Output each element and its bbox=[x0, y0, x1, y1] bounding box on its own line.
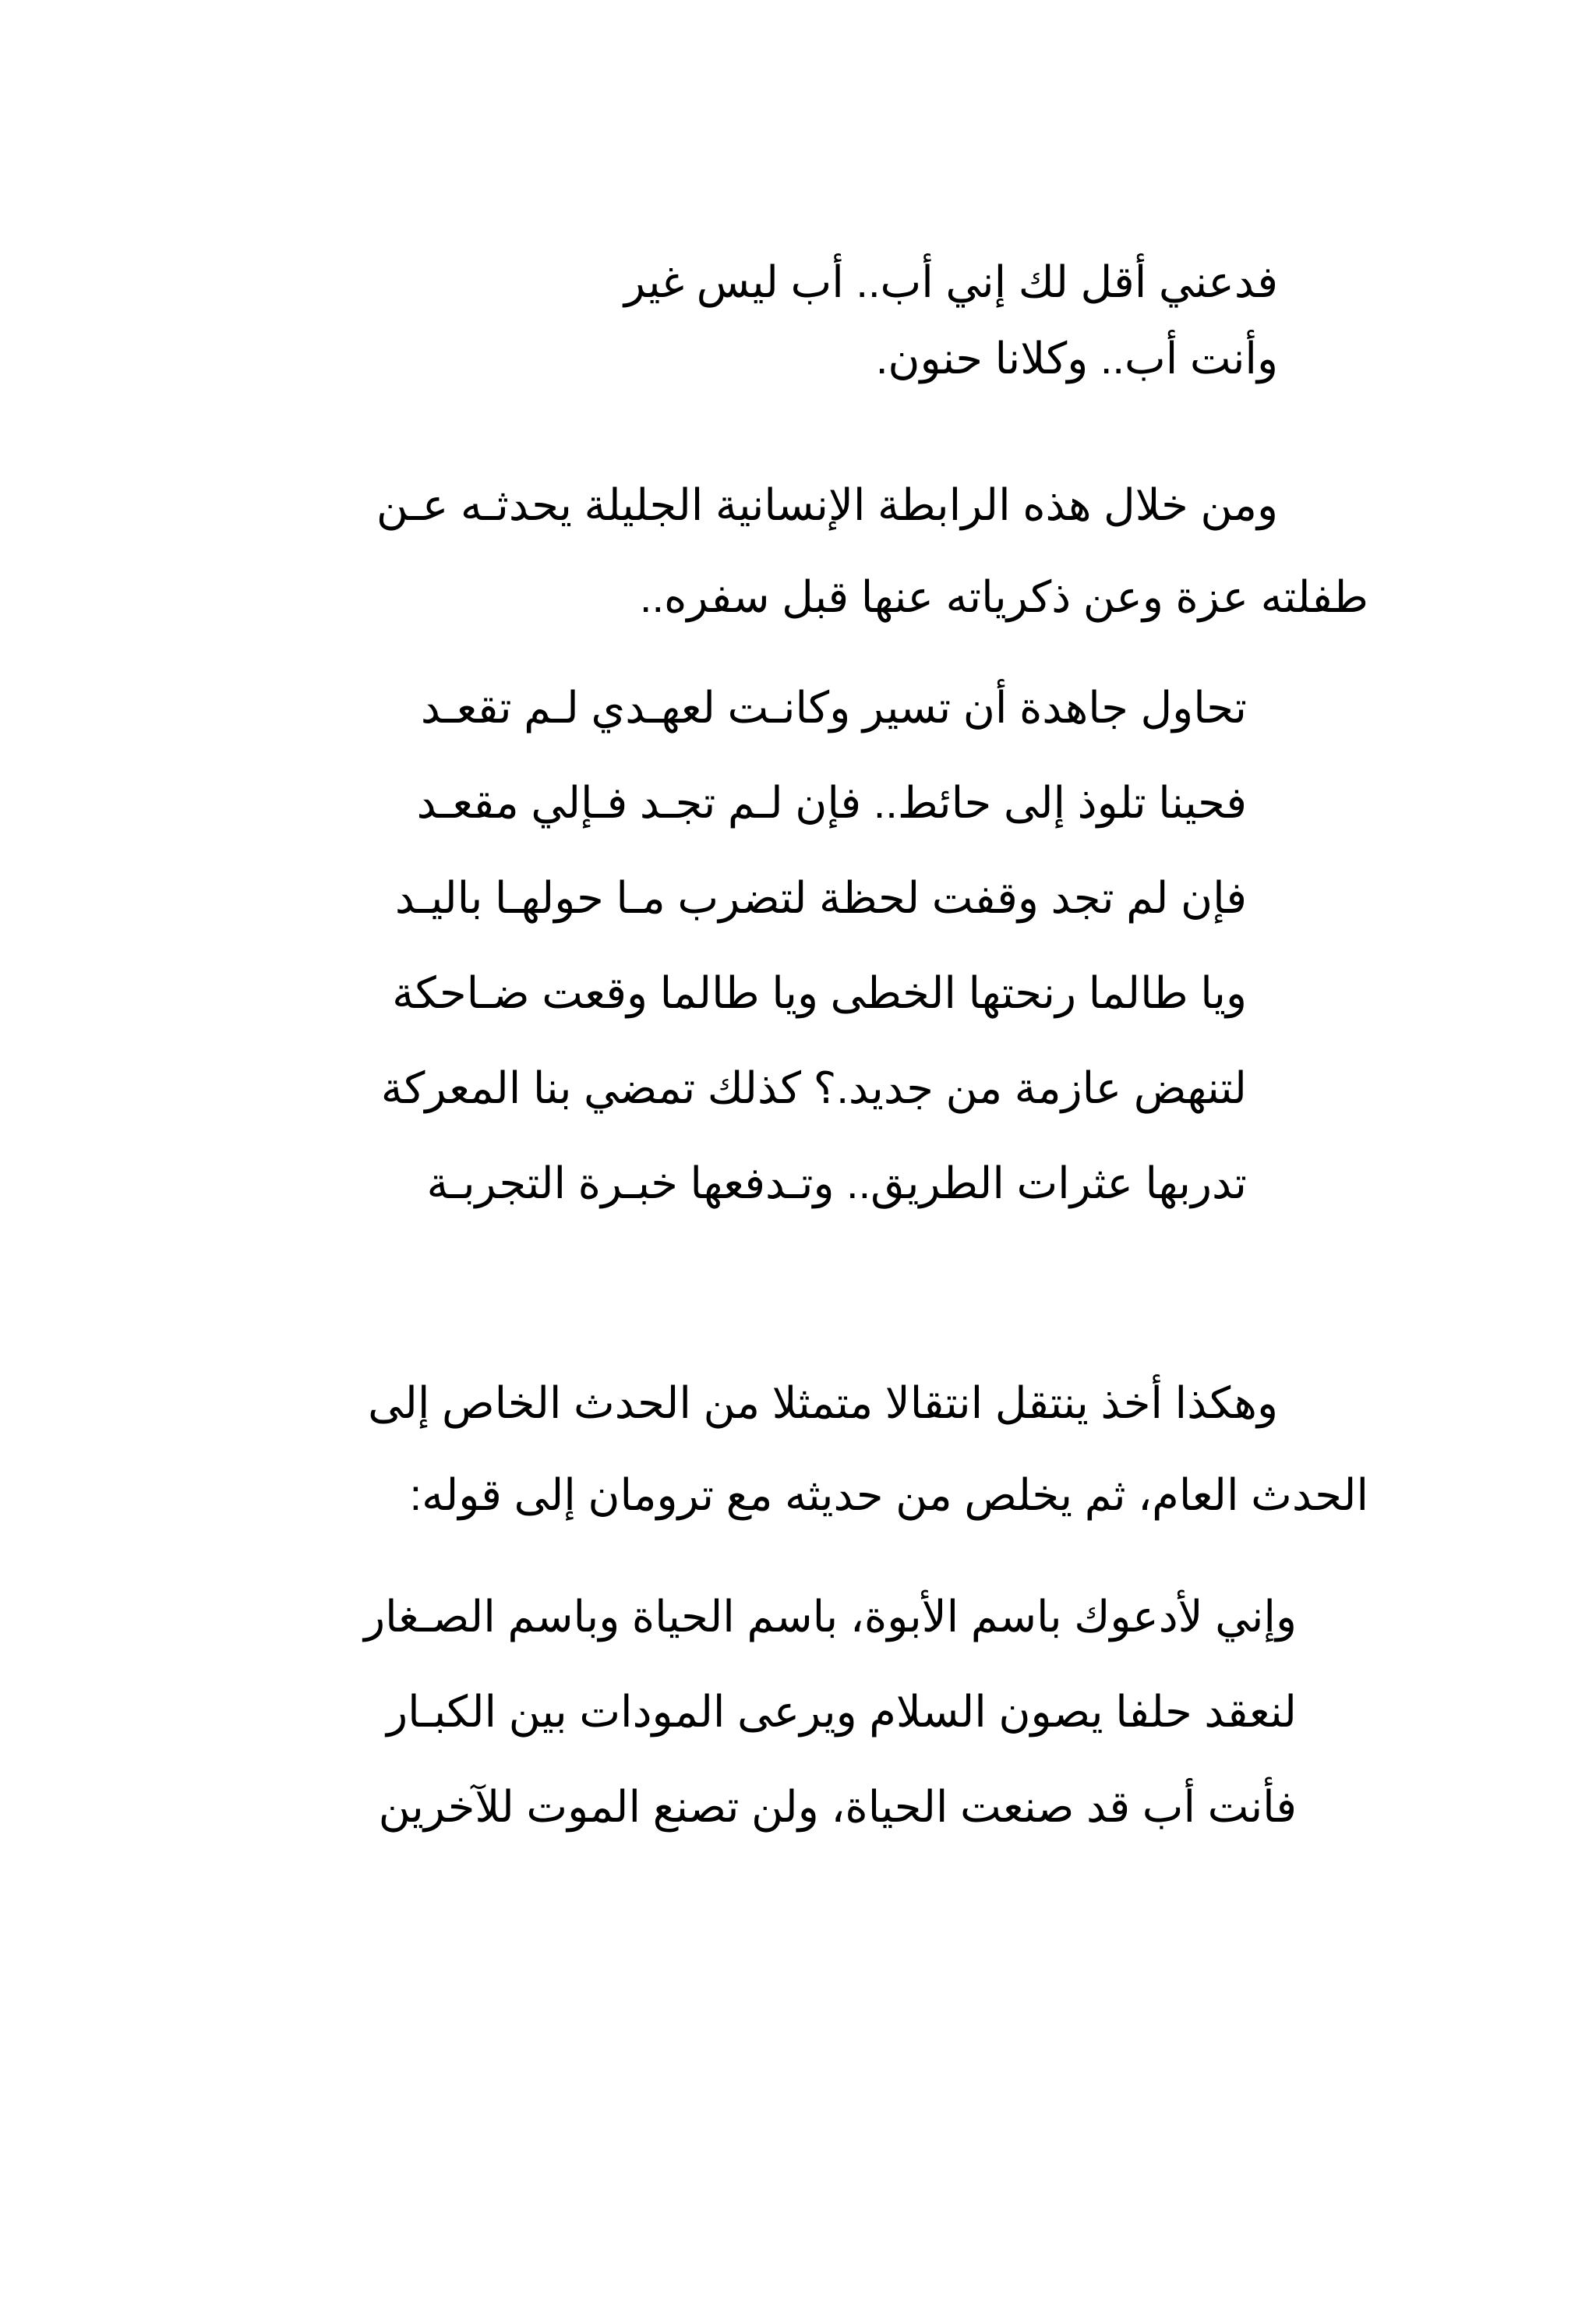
prose-line-2: طفلته عزة وعن ذكرياته عنها قبل سفره.. bbox=[639, 572, 1368, 621]
prose-line-4: الحدث العام، ثم يخلص من حديثه مع ترومان إلى قوله: bbox=[409, 1470, 1368, 1519]
verse-line-6: ويا طالما رنحتها الخطى ويا طالما وقعت ضـاحكة bbox=[392, 968, 1247, 1017]
verse-line-11: فأنت أب قد صنعت الحياة، ولن تصنع الموت للآخرين bbox=[378, 1782, 1297, 1831]
verse-line-7: لتنهض عازمة من جديد.؟ كذلك تمضي بنا المعركة bbox=[380, 1063, 1247, 1112]
verse-line-9: وإني لأدعوك باسم الأبوة، باسم الحياة وباسم الصـغار bbox=[364, 1592, 1297, 1641]
verse-line-1: فدعني أقل لك إني أب.. أب ليس غير bbox=[624, 257, 1278, 306]
verse-line-2: وأنت أب.. وكلانا حنون. bbox=[875, 334, 1278, 383]
verse-line-8: تدربها عثرات الطريق.. وتـدفعها خبـرة التجربـة bbox=[426, 1158, 1247, 1207]
prose-line-3: وهكذا أخذ ينتقل انتقالا متمثلا من الحدث الخاص إلى bbox=[368, 1378, 1278, 1427]
verse-line-4: فحينا تلوذ إلى حائط.. فإن لـم تجـد فـإلي مقعـد bbox=[416, 778, 1247, 827]
verse-line-5: فإن لم تجد وقفت لحظة لتضرب مـا حولهـا باليـد bbox=[394, 873, 1247, 922]
verse-line-10: لنعقد حلفا يصون السلام ويرعى المودات بين الكبـار bbox=[387, 1687, 1297, 1736]
prose-line-1: ومن خلال هذه الرابطة الإنسانية الجليلة يحدثـه عـن bbox=[376, 480, 1278, 529]
verse-line-3: تحاول جاهدة أن تسير وكانـت لعهـدي لـم تقعـد bbox=[420, 683, 1247, 732]
